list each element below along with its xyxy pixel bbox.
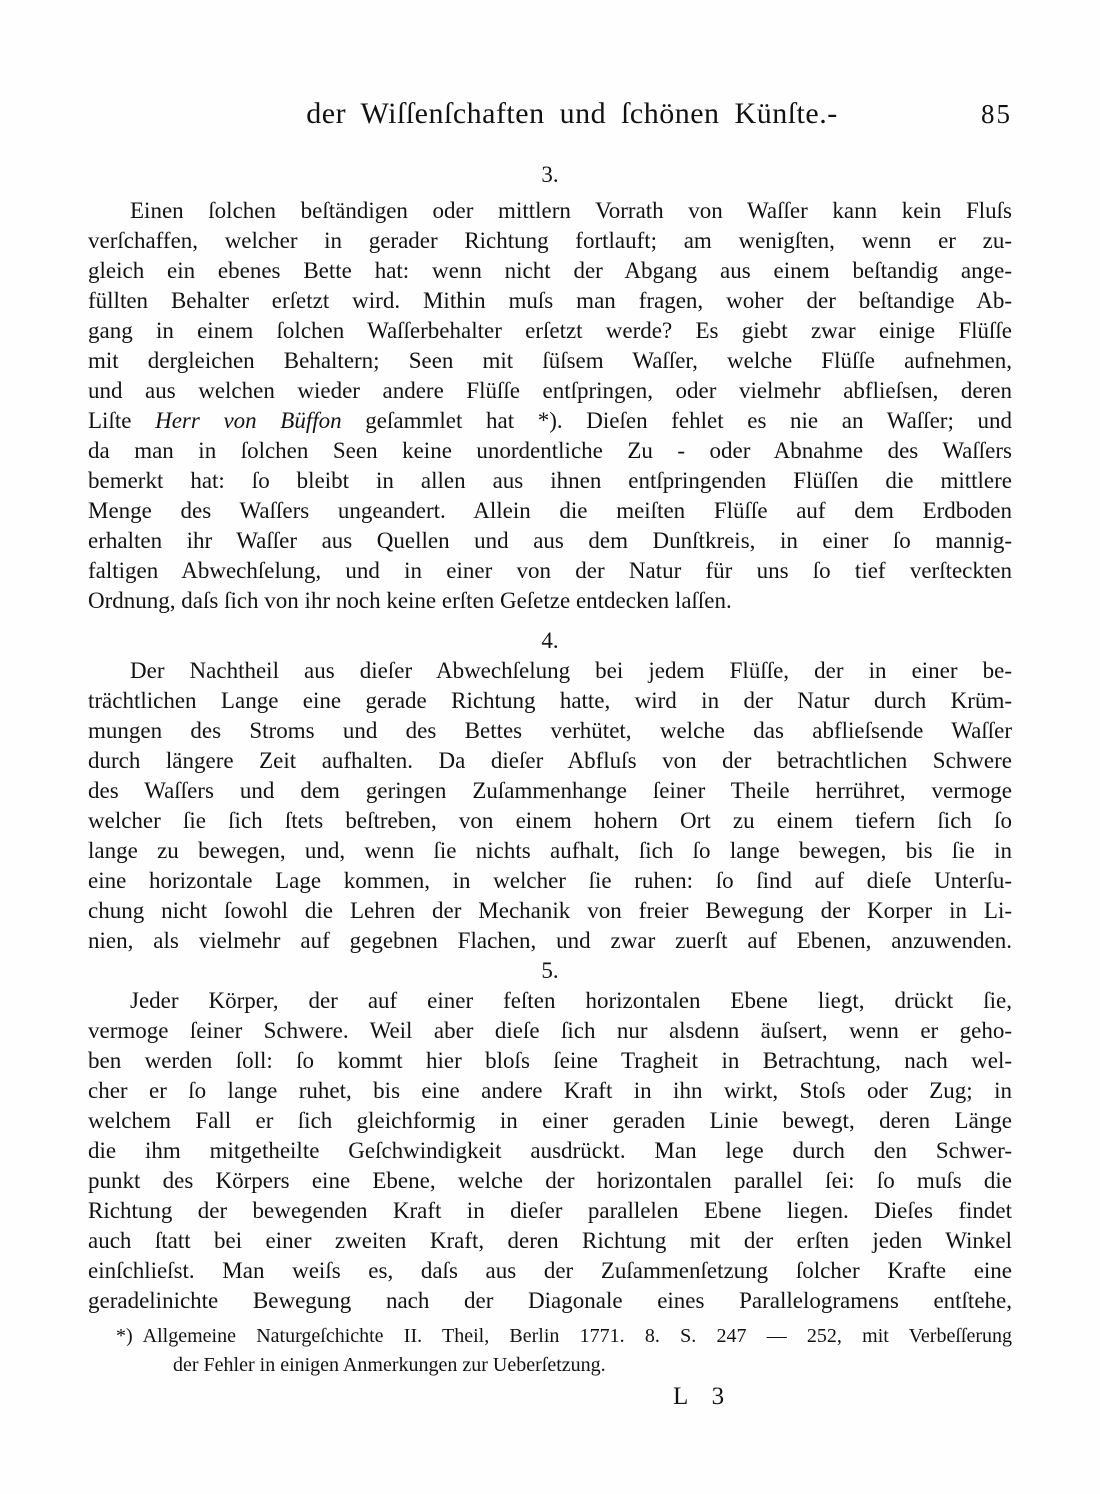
paragraph-4 bbox=[88, 656, 1012, 956]
text-line: cher er ſo lange ruhet, bis eine andere Kraft in ihn wirkt, Stoſs oder Zug; in bbox=[88, 1078, 1012, 1103]
page-number: 85 bbox=[981, 99, 1012, 129]
text-line: trächtlichen Lange eine gerade Richtung hatte, wird in der Natur durch Krüm- bbox=[88, 688, 1012, 713]
text-line: ben werden ſoll: ſo kommt hier bloſs ſeine Tragheit in Betrachtung, nach wel- bbox=[88, 1048, 1012, 1073]
text-line: da man in ſolchen Seen keine unordentliche Zu - oder Abnahme des Waſſers bbox=[88, 438, 1012, 463]
text-line: verſchaffen, welcher in gerader Richtung fortlauft; am wenigſten, wenn er zu- bbox=[88, 228, 1012, 253]
text-line: erhalten ihr Waſſer aus Quellen und aus dem Dunſtkreis, in einer ſo mannig- bbox=[88, 528, 1012, 553]
text-segment: Liſte bbox=[88, 408, 156, 433]
footnote-line bbox=[116, 1322, 1012, 1351]
text-line: geradelinichte Bewegung nach der Diagonale eines Parallelogramens entſtehe, bbox=[88, 1288, 1012, 1313]
text-line: vermoge ſeiner Schwere. Weil aber dieſe ſich nur alsdenn äuſsert, wenn er geho- bbox=[88, 1018, 1012, 1043]
text-line: welchem Fall er ſich gleichformig in einer geraden Linie bewegt, deren Länge bbox=[88, 1108, 1012, 1133]
text-line: punkt des Körpers eine Ebene, welche der horizontalen parallel ſei: ſo muſs die bbox=[88, 1168, 1012, 1193]
text-line: durch längere Zeit aufhalten. Da dieſer Abfluſs von der betrachtlichen Schwere bbox=[88, 748, 1012, 773]
text-line: Jeder Körper, der auf einer feſten horizontalen Ebene liegt, drückt ſie, bbox=[130, 988, 1012, 1013]
text-line: faltigen Abwechſelung, und in einer von der Natur für uns ſo tief verſteckten bbox=[88, 558, 1012, 583]
footnote-marker: *) bbox=[116, 1325, 133, 1347]
italic-text: Herr von Büffon bbox=[155, 408, 342, 433]
text-line: mungen des Stroms und des Bettes verhütet, welche das abflieſsende Waſſer bbox=[88, 718, 1012, 743]
text-line: bemerkt hat: ſo bleibt in allen aus ihnen entſpringenden Flüſſen die mittlere bbox=[88, 468, 1012, 493]
text-line: Menge des Waſſers ungeandert. Allein die meiſten Flüſſe auf dem Erdboden bbox=[88, 498, 1012, 523]
text-line: die ihm mitgetheilte Geſchwindigkeit ausdrückt. Man lege durch den Schwer- bbox=[88, 1138, 1012, 1163]
signature-mark: L 3 bbox=[673, 1383, 725, 1410]
section-number-3: 3. bbox=[541, 162, 559, 187]
text-line: und aus welchen wieder andere Flüſſe entſpringen, oder vielmehr abflieſsen, deren bbox=[88, 378, 1012, 403]
text-line: Richtung der bewegenden Kraft in dieſer parallelen Ebene liegen. Dieſes findet bbox=[88, 1198, 1012, 1223]
text-line bbox=[88, 406, 1012, 436]
text-line: Ordnung, daſs ſich von ihr noch keine erſten Geſetze entdecken laſſen. bbox=[88, 588, 732, 613]
text-line: füllten Behalter erſetzt wird. Mithin muſs man fragen, woher der beſtandige Ab- bbox=[88, 288, 1012, 313]
text-line: einſchlieſst. Man weiſs es, daſs aus der Zuſammenſetzung ſolcher Krafte eine bbox=[88, 1258, 1012, 1283]
text-line: gang in einem ſolchen Waſſerbehalter erſetzt werde? Es giebt zwar einige Flüſſe bbox=[88, 318, 1012, 343]
text-line: nien, als vielmehr auf gegebnen Flachen, und zwar zuerſt auf Ebenen, anzuwenden. bbox=[88, 928, 1012, 953]
paragraph-3 bbox=[88, 196, 1012, 616]
text-segment: geſammlet hat *). Dieſen fehlet es nie an Waſſer; und bbox=[341, 408, 1012, 433]
footnote-text: Allgemeine Naturgeſchichte II. Theil, Berlin 1771. 8. S. 247 — 252, mit Verbeſſerung bbox=[142, 1325, 1012, 1347]
text-line: auch ſtatt bei einer zweiten Kraft, deren Richtung mit der erſten jeden Winkel bbox=[88, 1228, 1012, 1253]
paragraph-5 bbox=[88, 986, 1012, 1316]
text-line: Einen ſolchen beſtändigen oder mittlern Vorrath von Waſſer kann kein Fluſs bbox=[130, 198, 1012, 223]
text-line: mit dergleichen Behaltern; Seen mit ſüſsem Waſſer, welche Flüſſe aufnehmen, bbox=[88, 348, 1012, 373]
text-line: chung nicht ſowohl die Lehren der Mechanik von freier Bewegung der Korper in Li- bbox=[88, 898, 1012, 923]
text-line: lange zu bewegen, und, wenn ſie nichts aufhalt, ſich ſo lange bewegen, bis ſie in bbox=[88, 838, 1012, 863]
text-line: welcher ſie ſich ſtets beſtreben, von einem hohern Ort zu einem tiefern ſich ſo bbox=[88, 808, 1012, 833]
footnote bbox=[116, 1322, 1012, 1380]
text-line: Der Nachtheil aus dieſer Abwechſelung bei jedem Flüſſe, der in einer be- bbox=[130, 658, 1012, 683]
footnote-line: der Fehler in einigen Anmerkungen zur Ueberſetzung. bbox=[173, 1354, 606, 1376]
running-header bbox=[88, 94, 1012, 134]
text-line: des Waſſers und dem geringen Zuſammenhange ſeiner Theile herrühret, vermoge bbox=[88, 778, 1012, 803]
text-line: gleich ein ebenes Bette hat: wenn nicht der Abgang aus einem beſtandig ange- bbox=[88, 258, 1012, 283]
section-number-4: 4. bbox=[541, 628, 559, 653]
section-number-5: 5. bbox=[541, 958, 559, 983]
text-line: eine horizontale Lage kommen, in welcher ſie ruhen: ſo ſind auf dieſe Unterſu- bbox=[88, 868, 1012, 893]
header-title: der Wiſſenſchaften und ſchönen Künſte.- bbox=[306, 97, 838, 130]
